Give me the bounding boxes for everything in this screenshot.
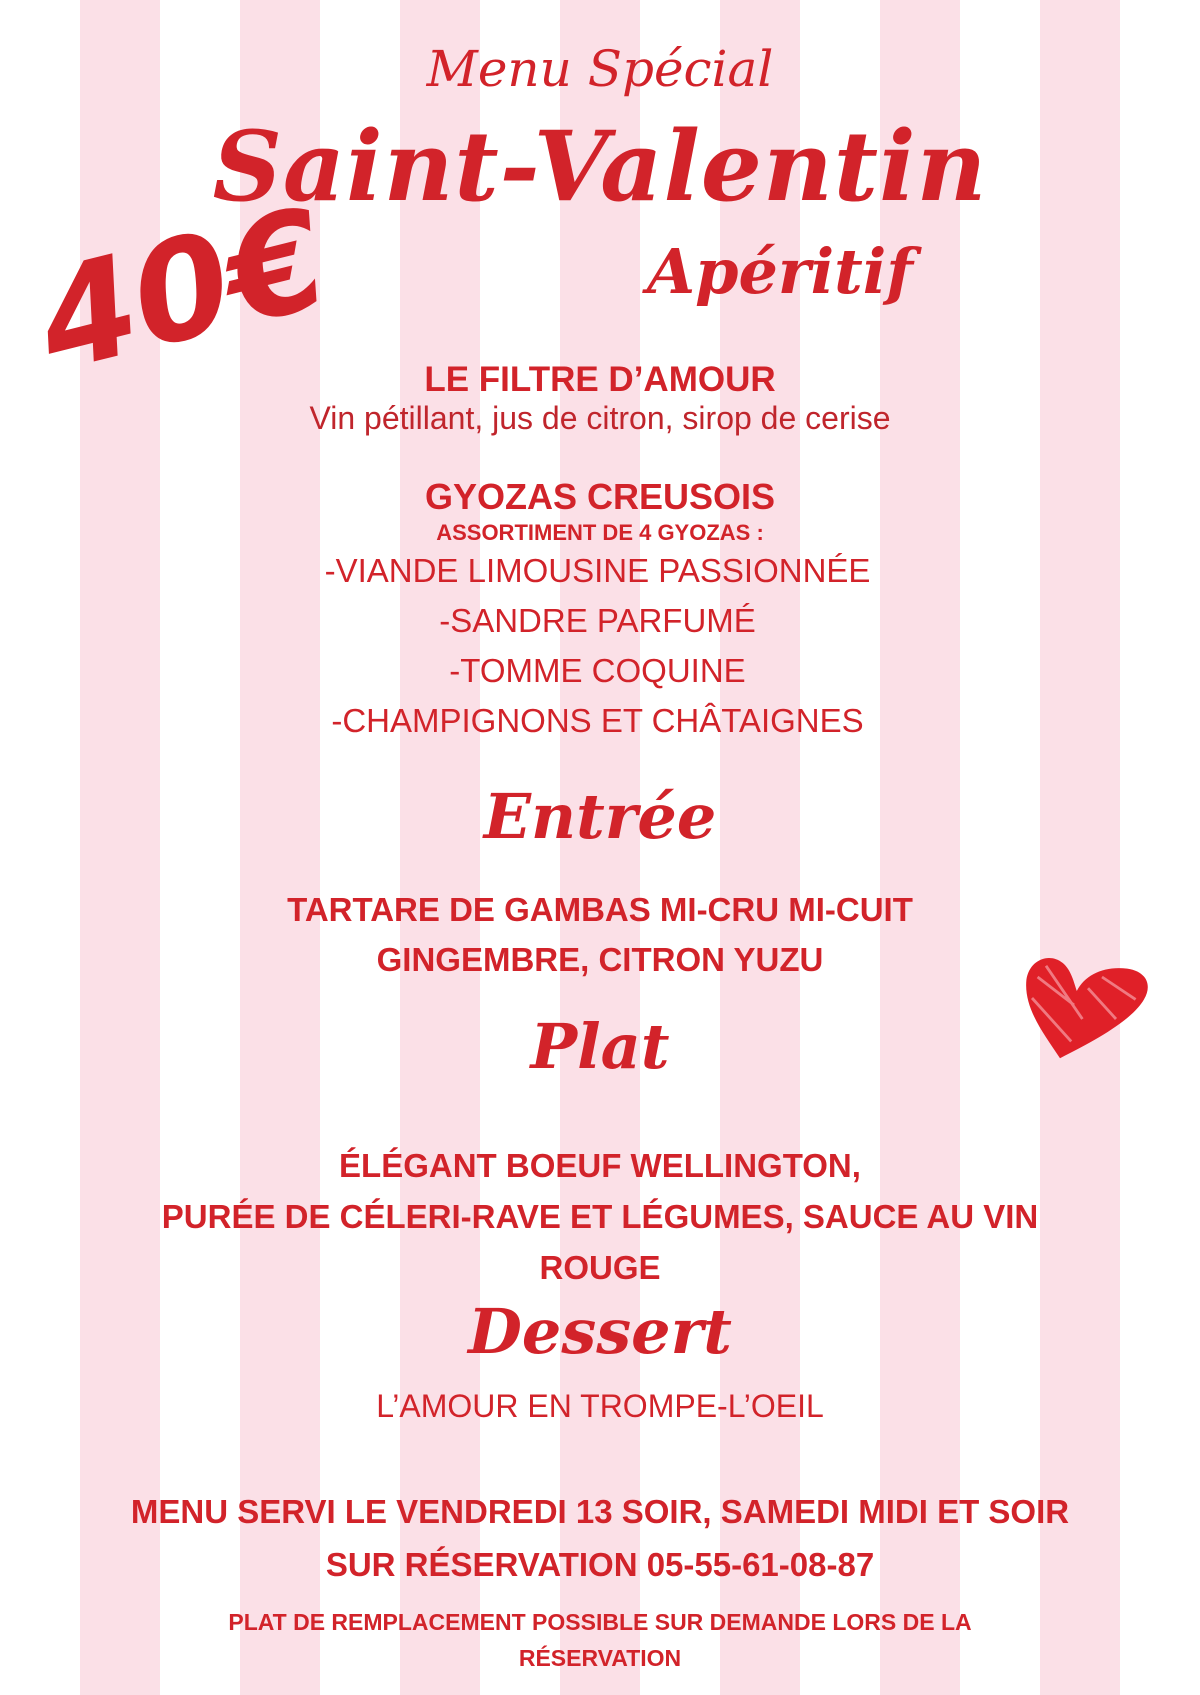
plat-dish — [0, 1140, 1200, 1293]
section-heading-plat: Plat — [530, 1010, 670, 1083]
replacement-note — [0, 1604, 1200, 1676]
section-heading-aperitif: Apéritif — [647, 235, 913, 308]
plat-line: ROUGE — [539, 1249, 661, 1286]
dessert-dish — [0, 1388, 1200, 1425]
section-heading-dessert: Dessert — [468, 1295, 732, 1368]
entree-line: TARTARE DE GAMBAS MI-CRU MI-CUIT — [287, 891, 913, 928]
gyoza-item: -CHAMPIGNONS ET CHÂTAIGNES — [331, 702, 864, 739]
menu-title: Saint-Valentin — [212, 110, 988, 223]
gyoza-item: -SANDRE PARFUMÉ — [439, 602, 756, 639]
reservation-phone: SUR RÉSERVATION 05-55-61-08-87 — [325, 1546, 875, 1583]
gyoza-name: GYOZAS CREUSOIS — [424, 476, 776, 517]
drink-description: Vin pétillant, jus de citron, sirop de cerise — [309, 400, 891, 436]
menu-subtitle: Menu Spécial — [426, 40, 774, 98]
section-heading-entree: Entrée — [483, 780, 717, 853]
service-info — [0, 1485, 1200, 1591]
drink-name: LE FILTRE D’AMOUR — [424, 360, 776, 399]
gyoza-item: -TOMME COQUINE — [449, 652, 746, 689]
note-line: PLAT DE REMPLACEMENT POSSIBLE SUR DEMANDE LORS DE LA — [228, 1609, 972, 1635]
note-line: RÉSERVATION — [518, 1645, 682, 1671]
gyoza-item: -VIANDE LIMOUSINE PASSIONNÉE — [324, 552, 871, 589]
gyoza-assortment: ASSORTIMENT DE 4 GYOZAS : — [436, 520, 764, 545]
dessert-line: L’AMOUR EN TROMPE-L’OEIL — [376, 1388, 824, 1424]
service-days: MENU SERVI LE VENDREDI 13 SOIR, SAMEDI MIDI ET SOIR — [130, 1493, 1070, 1530]
plat-line: PURÉE DE CÉLERI-RAVE ET LÉGUMES, SAUCE AU VIN — [161, 1198, 1039, 1235]
price-tag: 40€ — [22, 177, 341, 404]
entree-line: GINGEMBRE, CITRON YUZU — [376, 941, 824, 978]
plat-line: ÉLÉGANT BOEUF WELLINGTON, — [339, 1147, 861, 1184]
aperitif-drink — [0, 360, 1200, 437]
aperitif-gyozas — [0, 476, 1200, 746]
